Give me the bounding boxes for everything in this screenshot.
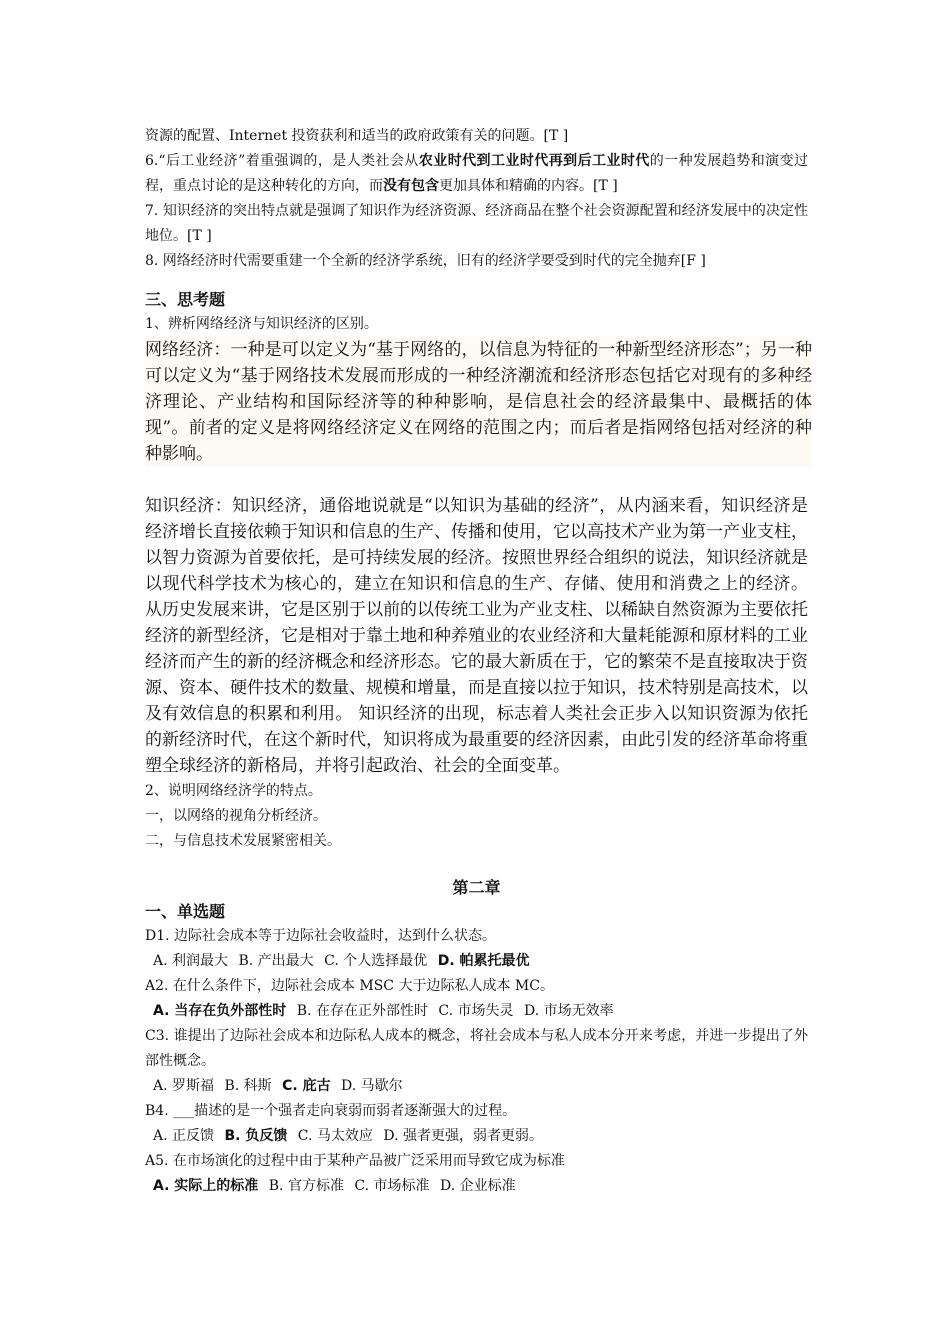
mc-options-1: A. 利润最大 B. 产出最大 C. 个人选择最优 D. 帕累托最优	[153, 953, 530, 969]
knowledge-economy-paragraph: 知识经济：知识经济，通俗地说就是“以知识为基础的经济”，从内涵来看，知识经济是经济增长直接依赖于知识和信息的生产、传播和使用，它以高技术产业为第一产业支柱，以智力资源为首要依托，是可持续发展的经济。按照世界经合组织的说法，知识经济就是以现代科学技术为核心的，建立在知识和信息的生产、存储、使用和消费之上的经济。 从历史发展来讲，它是区别于以前的以传统工业为产业支柱、以稀缺自然资源为主要依托经济的新型经济，它是相对于靠土地和种养殖业的农业经济和大量耗能源和原材料的工业经济而产生的新的经济概念和经济形态。它的最大新质在于，它的繁荣不是直接取决于资源、资本、硬件技术的数量、规模和增量，而是直接以拉于知识，技术特别是高技术，以及有效信息的积累和利用。 知识经济的出现，标志着人类社会正步入以知识资源为依托的新经济时代，在这个新时代，知识将成为最重要的经济因素，由此引发的经济革命将重塑全球经济的新格局，并将引起政治、社会的全面变革。	[145, 496, 808, 776]
section-title-think: 三、思考题	[145, 290, 226, 309]
tf-q6-bold-2: 没有包含	[383, 178, 439, 194]
spacer	[145, 854, 808, 876]
mc-options-4: A. 正反馈 B. 负反馈 C. 马太效应 D. 强者更强，弱者更弱。	[153, 1128, 544, 1144]
tf-question-7: 7. 知识经济的突出特点就是强调了知识作为经济资源、经济商品在整个社会资源配置和经济发展中的决定性地位。[T ]	[145, 203, 808, 244]
section-title-single-choice: 一、单选题	[145, 902, 226, 921]
correct-answer: A. 实际上的标准	[153, 1178, 259, 1194]
think-answer-2: 二，与信息技术发展紧密相关。	[145, 833, 341, 849]
document-page	[145, 124, 812, 1199]
mc-question-1: D1. 边际社会成本等于边际社会收益时，达到什么状态。	[145, 928, 497, 944]
mc-question-2: A2. 在什么条件下，边际社会成本 MSC 大于边际私人成本 MC。	[145, 978, 554, 994]
spacer	[145, 274, 808, 288]
spacer	[145, 467, 808, 493]
tf-q6-bold-1: 农业时代到工业时代再到后工业时代	[418, 153, 650, 169]
tf-line-0: 资源的配置、Internet 投资获利和适当的政府政策有关的问题。[T ]	[145, 128, 569, 144]
mc-question-3: C3. 谁提出了边际社会成本和边际私人成本的概念，将社会成本与私人成本分开来考虑，并进一步提出了外部性概念。	[145, 1028, 808, 1069]
mc-options-5: A. 实际上的标准 B. 官方标准 C. 市场标准 D. 企业标准	[153, 1178, 516, 1194]
net-economy-paragraph: 网络经济：一种是可以定义为“基于网络的，以信息为特征的一种新型经济形态”；另一种可以定义为“基于网络技术发展而形成的一种经济潮流和经济形态包括它对现有的多种经济理论、产业结构和国际经济等的种种影响，是信息社会的经济最集中、最概括的体现”。前者的定义是将网络经济定义在网络的范围之内；而后者是指网络包括对经济的种种影响。	[145, 337, 812, 467]
mc-question-5: A5. 在市场演化的过程中由于某种产品被广泛采用而导致它成为标准	[145, 1153, 565, 1169]
think-question-2: 2、说明网络经济学的特点。	[145, 783, 322, 799]
tf-question-8: 8. 网络经济时代需要重建一个全新的经济学系统，旧有的经济学要受到时代的完全抛弃[F ]	[145, 253, 706, 269]
think-answer-1: 一，以网络的视角分析经济。	[145, 808, 327, 824]
chapter-title: 第二章	[452, 878, 501, 897]
correct-answer: B. 负反馈	[224, 1128, 288, 1144]
mc-question-4: B4. ___描述的是一个强者走向衰弱而弱者逐渐强大的过程。	[145, 1103, 517, 1119]
correct-answer: C. 庇古	[282, 1078, 331, 1094]
mc-options-2: A. 当存在负外部性时 B. 在存在正外部性时 C. 市场失灵 D. 市场无效率	[153, 1003, 614, 1019]
think-question-1: 1、辨析网络经济与知识经济的区别。	[145, 316, 378, 332]
correct-answer: A. 当存在负外部性时	[153, 1003, 287, 1019]
tf-question-6: 6.“后工业经济”着重强调的，是人类社会从农业时代到工业时代再到后工业时代的一种发展趋势和演变过程，重点讨论的是这种转化的方向，而没有包含更加具体和精确的内容。[T ]	[145, 153, 809, 194]
correct-answer: D. 帕累托最优	[437, 953, 530, 969]
mc-options-3: A. 罗斯福 B. 科斯 C. 庇古 D. 马歇尔	[153, 1078, 403, 1094]
